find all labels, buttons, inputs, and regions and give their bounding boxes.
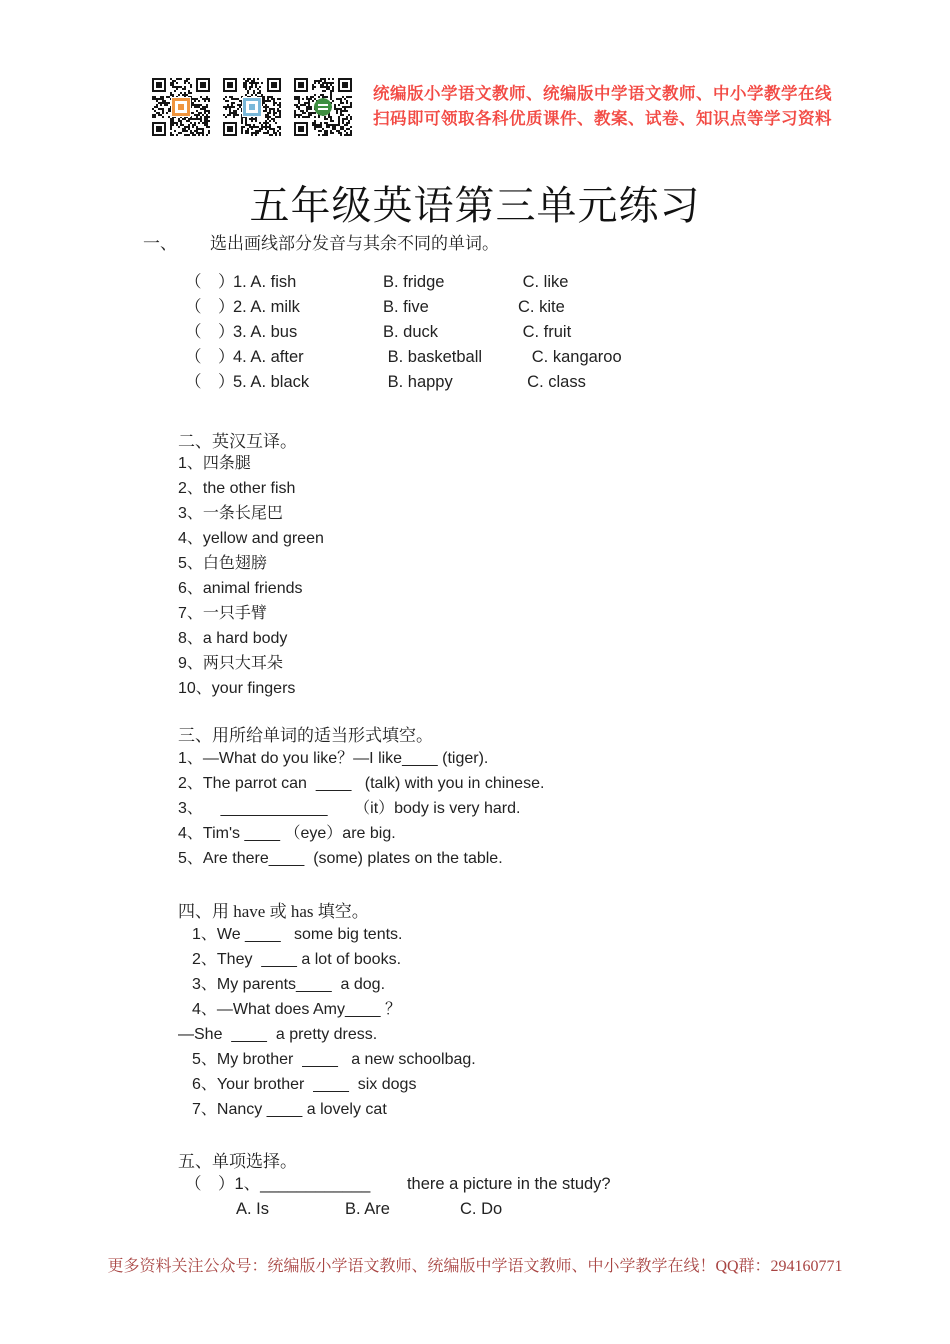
fill-blank-item: 1、—What do you like？—I like____ (tiger). xyxy=(178,750,489,767)
header-promo-block xyxy=(152,78,832,136)
translation-item: 6、animal friends xyxy=(178,580,303,597)
multiple-choice-question: （ ）1、____________ there a picture in the study? xyxy=(185,1175,611,1193)
pronunciation-question-row xyxy=(185,345,622,370)
answer-parens: （ ） xyxy=(185,298,235,316)
section-three-items xyxy=(178,746,544,871)
option-a: A. Is xyxy=(236,1200,270,1218)
have-has-item: 2、They ____ a lot of books. xyxy=(192,951,402,968)
section-two-items xyxy=(178,451,324,701)
section-four-header: 四、用 have 或 has 填空。 xyxy=(178,902,369,921)
option-b: B. Are xyxy=(345,1200,390,1218)
option-c: C. kite xyxy=(518,298,565,316)
translation-item: 1、四条腿 xyxy=(178,455,251,472)
translation-item: 3、一条长尾巴 xyxy=(178,505,283,522)
option-c: C. kangaroo xyxy=(518,348,622,366)
translation-item: 10、your fingers xyxy=(178,680,296,697)
section-three-header: 三、用所给单词的适当形式填空。 xyxy=(178,726,433,745)
pronunciation-question-row xyxy=(185,370,622,395)
option-b: B. fridge xyxy=(383,273,445,291)
option-c: C. like xyxy=(518,273,569,291)
have-has-item: 3、My parents____ a dog. xyxy=(192,976,386,993)
pronunciation-question-row xyxy=(185,270,622,295)
translation-item: 7、一只手臂 xyxy=(178,605,267,622)
translation-item: 8、a hard body xyxy=(178,630,288,647)
section-five-header: 五、单项选择。 xyxy=(178,1152,297,1171)
footer-promo-text: 更多资料关注公众号：统编版小学语文教师、统编版中学语文教师、中小学教学在线！QQ群：294160771 xyxy=(107,1258,843,1275)
answer-parens: （ ） xyxy=(185,373,235,391)
section-one-instruction: 选出画线部分发音与其余不同的单词。 xyxy=(210,234,499,253)
have-has-item-continuation: —She ____ a pretty dress. xyxy=(178,1026,378,1043)
option-c: C. fruit xyxy=(518,323,572,341)
section-one-label: 一、 xyxy=(143,234,177,253)
option-b: B. happy xyxy=(383,373,453,391)
translation-item: 2、the other fish xyxy=(178,480,296,497)
fill-blank-item: 2、The parrot can ____ (talk) with you in chinese. xyxy=(178,775,545,792)
have-has-item: 7、Nancy ____ a lovely cat xyxy=(192,1101,387,1118)
fill-blank-item: 4、Tim's ____ （eye）are big. xyxy=(178,825,396,842)
translation-item: 5、白色翅膀 xyxy=(178,555,267,572)
section-two-header: 二、英汉互译。 xyxy=(178,432,297,451)
fill-blank-item: 3、 ____________ （it）body is very hard. xyxy=(178,800,521,817)
promo-text xyxy=(373,78,832,132)
option-c: C. class xyxy=(518,373,586,391)
option-a: 5. A. black xyxy=(233,373,310,391)
option-b: B. five xyxy=(383,298,429,316)
have-has-item: 6、Your brother ____ six dogs xyxy=(192,1076,417,1093)
promo-line-1: 统编版小学语文教师、统编版中学语文教师、中小学教学在线 xyxy=(373,85,832,103)
promo-line-2: 扫码即可领取各科优质课件、教案、试卷、知识点等学习资料 xyxy=(373,110,832,128)
multiple-choice-options xyxy=(236,1197,502,1222)
have-has-item: 4、—What does Amy____ ？ xyxy=(192,1001,401,1018)
option-c: C. Do xyxy=(460,1200,503,1218)
qr-code-3-icon xyxy=(294,78,352,136)
option-a: 3. A. bus xyxy=(233,323,298,341)
translation-item: 4、yellow and green xyxy=(178,530,324,547)
translation-item: 9、两只大耳朵 xyxy=(178,655,283,672)
pronunciation-question-row xyxy=(185,320,622,345)
option-a: 4. A. after xyxy=(233,348,304,366)
answer-parens: （ ） xyxy=(185,323,235,341)
section-one-rows xyxy=(185,270,622,395)
option-b: B. duck xyxy=(383,323,439,341)
option-a: 1. A. fish xyxy=(233,273,297,291)
page-title: 五年级英语第三单元练习 xyxy=(249,183,701,228)
qr-code-1-icon xyxy=(152,78,210,136)
section-four-lines xyxy=(178,922,476,1122)
fill-blank-item: 5、Are there____ (some) plates on the table. xyxy=(178,850,503,867)
answer-parens: （ ） xyxy=(185,273,235,291)
have-has-item: 5、My brother ____ a new schoolbag. xyxy=(192,1051,476,1068)
option-b: B. basketball xyxy=(383,348,483,366)
qr-code-2-icon xyxy=(223,78,281,136)
option-a: 2. A. milk xyxy=(233,298,300,316)
pronunciation-question-row xyxy=(185,295,622,320)
answer-parens: （ ） xyxy=(185,348,235,366)
section-one-header xyxy=(143,229,499,254)
have-has-item: 1、We ____ some big tents. xyxy=(192,926,403,943)
